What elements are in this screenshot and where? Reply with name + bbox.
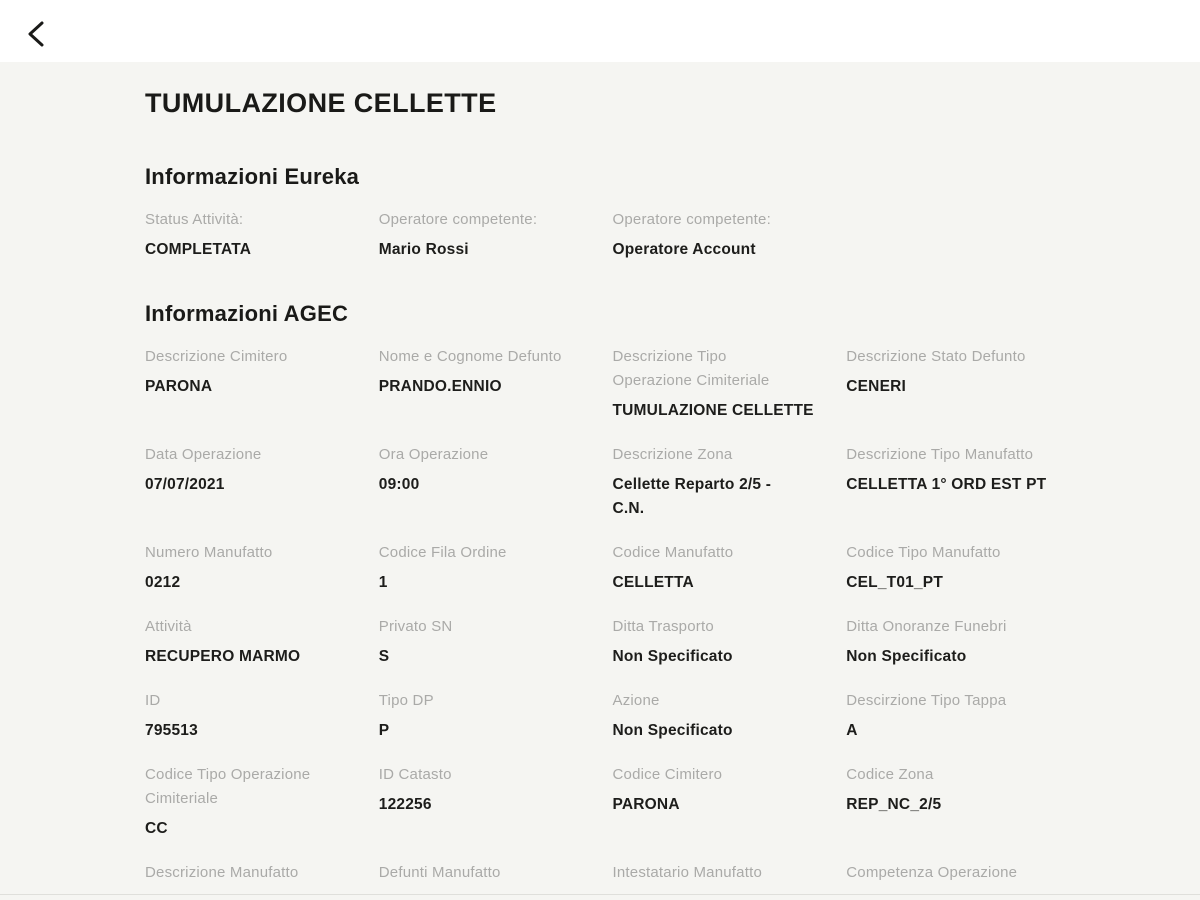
field-value: Cellette Reparto 2/5 - C.N.: [612, 476, 772, 517]
field-value: S: [378, 648, 390, 665]
field-value: Mario Rossi: [378, 241, 469, 258]
field-operatore-competente-2: [613, 208, 847, 262]
eureka-field-row: [145, 208, 1080, 262]
field-label: Descrizione Tipo Manufatto: [846, 446, 1034, 463]
field-ditta-onoranze-funebri: [846, 615, 1080, 669]
field-label: Operatore competente:: [378, 211, 538, 228]
field-value: RECUPERO MARMO: [145, 648, 301, 665]
agec-field-row-1: [145, 345, 1080, 423]
field-descrizione-tipo-tappa: [846, 689, 1080, 743]
field-data-operazione: [145, 443, 379, 521]
field-attivita: [145, 615, 379, 669]
field-id: [145, 689, 379, 743]
field-label: Status Attività:: [145, 211, 244, 228]
field-codice-fila-ordine: [379, 541, 613, 595]
agec-field-row-5: [145, 689, 1080, 743]
page-title: TUMULAZIONE CELLETTE: [145, 88, 497, 118]
field-value: REP_NC_2/5: [846, 796, 942, 813]
section-heading-agec: Informazioni AGEC: [145, 301, 349, 326]
field-label: Attività: [145, 618, 192, 635]
field-empty: [846, 208, 1080, 262]
field-label: Ditta Trasporto: [612, 618, 714, 635]
field-value: P: [378, 722, 390, 739]
field-codice-zona: [846, 763, 1080, 841]
field-value: Operatore Account: [612, 241, 756, 258]
field-operatore-competente-1: [379, 208, 613, 262]
field-descrizione-stato-defunto: [846, 345, 1080, 423]
field-label: Nome e Cognome Defunto: [378, 348, 562, 365]
field-label: ID: [145, 692, 161, 709]
field-competenza-operazione: [846, 861, 1080, 891]
field-label: Codice Tipo Operazione Cimiteriale: [145, 766, 311, 807]
field-descrizione-tipo-operazione: [613, 345, 847, 423]
field-label: Codice Zona: [846, 766, 934, 783]
section-heading-eureka: Informazioni Eureka: [145, 164, 360, 189]
field-tipo-dp: [379, 689, 613, 743]
field-codice-tipo-operazione: [145, 763, 379, 841]
field-value: 0212: [145, 574, 181, 591]
field-defunti-manufatto: [379, 861, 613, 891]
back-chevron-icon: [25, 20, 47, 48]
agec-field-row-2: [145, 443, 1080, 521]
field-label: Azione: [612, 692, 660, 709]
field-label: Numero Manufatto: [145, 544, 273, 561]
detail-panel: [0, 62, 1200, 900]
field-label: Data Operazione: [145, 446, 262, 463]
field-ditta-trasporto: [613, 615, 847, 669]
agec-field-row-4: [145, 615, 1080, 669]
field-value: TUMULAZIONE CELLETTE: [612, 402, 814, 419]
field-descrizione-cimitero: [145, 345, 379, 423]
bottom-divider: [0, 894, 1200, 895]
field-status-attivita: [145, 208, 379, 262]
field-value: PRANDO.ENNIO: [378, 378, 502, 395]
field-label: Descrizione Stato Defunto: [846, 348, 1026, 365]
field-label: Descrizione Cimitero: [145, 348, 288, 365]
field-label: Descrizione Manufatto: [145, 864, 299, 881]
field-codice-manufatto: [613, 541, 847, 595]
field-label: Codice Manufatto: [612, 544, 734, 561]
field-label: Privato SN: [378, 618, 453, 635]
agec-field-row-3: [145, 541, 1080, 595]
field-label: Ditta Onoranze Funebri: [846, 618, 1007, 635]
field-label: Operatore competente:: [612, 211, 771, 228]
field-value: COMPLETATA: [145, 241, 252, 258]
agec-field-row-6: [145, 763, 1080, 841]
field-label: Ora Operazione: [378, 446, 489, 463]
field-ora-operazione: [379, 443, 613, 521]
field-value: 09:00: [378, 476, 420, 493]
field-label: Descrizione Zona: [612, 446, 733, 463]
field-value: Non Specificato: [612, 648, 733, 665]
field-descrizione-zona: [613, 443, 847, 521]
field-label: Competenza Operazione: [846, 864, 1018, 881]
field-azione: [613, 689, 847, 743]
field-numero-manufatto: [145, 541, 379, 595]
field-value: Non Specificato: [846, 648, 967, 665]
field-value: Non Specificato: [612, 722, 733, 739]
field-label: Intestatario Manufatto: [612, 864, 762, 881]
field-codice-cimitero: [613, 763, 847, 841]
field-descrizione-tipo-manufatto: [846, 443, 1080, 521]
field-intestatario-manufatto: [613, 861, 847, 891]
field-label: ID Catasto: [378, 766, 452, 783]
field-value: 07/07/2021: [145, 476, 225, 493]
field-value: 795513: [145, 722, 198, 739]
field-value: CELLETTA: [612, 574, 694, 591]
field-label: Codice Fila Ordine: [378, 544, 507, 561]
agec-field-row-7: [145, 861, 1080, 891]
field-value: A: [846, 722, 858, 739]
field-value: CENERI: [846, 378, 907, 395]
field-label: Codice Cimitero: [612, 766, 723, 783]
field-privato-sn: [379, 615, 613, 669]
field-codice-tipo-manufatto: [846, 541, 1080, 595]
field-label: Defunti Manufatto: [378, 864, 501, 881]
field-value: PARONA: [145, 378, 213, 395]
field-value: CELLETTA 1° ORD EST PT: [846, 476, 1047, 493]
field-label: Tipo DP: [378, 692, 434, 709]
field-id-catasto: [379, 763, 613, 841]
top-bar: [0, 0, 1200, 62]
back-button[interactable]: [16, 14, 56, 54]
field-nome-cognome-defunto: [379, 345, 613, 423]
field-value: 122256: [378, 796, 432, 813]
field-label: Descirzione Tipo Tappa: [846, 692, 1007, 709]
field-value: CEL_T01_PT: [846, 574, 944, 591]
field-descrizione-manufatto: [145, 861, 379, 891]
field-value: CC: [145, 820, 168, 837]
field-value: PARONA: [612, 796, 680, 813]
field-label: Codice Tipo Manufatto: [846, 544, 1001, 561]
field-label: Descrizione Tipo Operazione Cimiteriale: [612, 348, 770, 389]
field-value: 1: [378, 574, 388, 591]
